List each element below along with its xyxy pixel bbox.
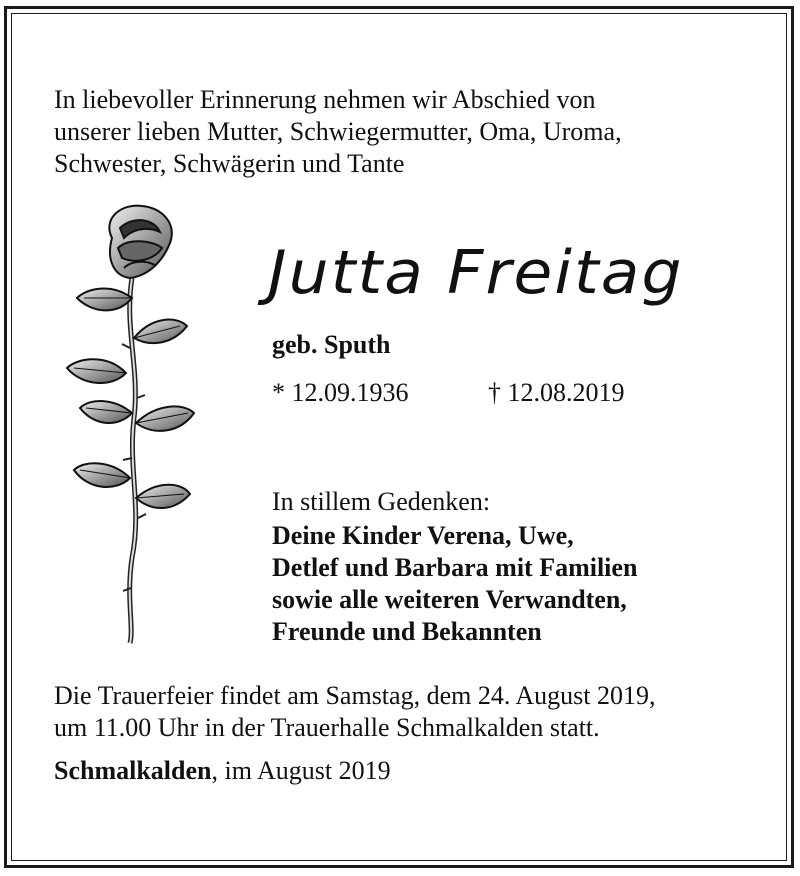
mourners-heading: In stillem Gedenken:: [272, 487, 491, 516]
maiden-name: geb. Sputh: [272, 330, 391, 359]
funeral-line: Die Trauerfeier findet am Samstag, dem 24. August 2019,: [54, 681, 656, 710]
mourners-line: sowie alle weiteren Verwandten,: [272, 585, 627, 614]
closing-date: , im August 2019: [211, 756, 391, 785]
mourners-line: Deine Kinder Verena, Uwe,: [272, 521, 574, 550]
intro-line: In liebevoller Erinnerung nehmen wir Abschied von: [54, 85, 596, 114]
intro-text: [54, 84, 754, 180]
funeral-line: um 11.00 Uhr in der Trauerhalle Schmalkalden statt.: [54, 713, 600, 742]
intro-line: Schwester, Schwägerin und Tante: [54, 149, 405, 178]
mourners-line: Detlef und Barbara mit Familien: [272, 553, 638, 582]
place-date: [54, 756, 391, 786]
place-name: Schmalkalden: [54, 756, 212, 785]
deceased-name: Jutta Freitag: [268, 238, 684, 308]
birth-date: * 12.09.1936: [272, 378, 409, 407]
death-date: † 12.08.2019: [488, 378, 625, 407]
rose-icon: [62, 198, 202, 658]
funeral-info: [54, 680, 656, 744]
intro-line: unserer lieben Mutter, Schwiegermutter, Oma, Uroma,: [54, 117, 622, 146]
mourners-list: [272, 520, 637, 648]
mourners-line: Freunde und Bekannten: [272, 617, 542, 646]
